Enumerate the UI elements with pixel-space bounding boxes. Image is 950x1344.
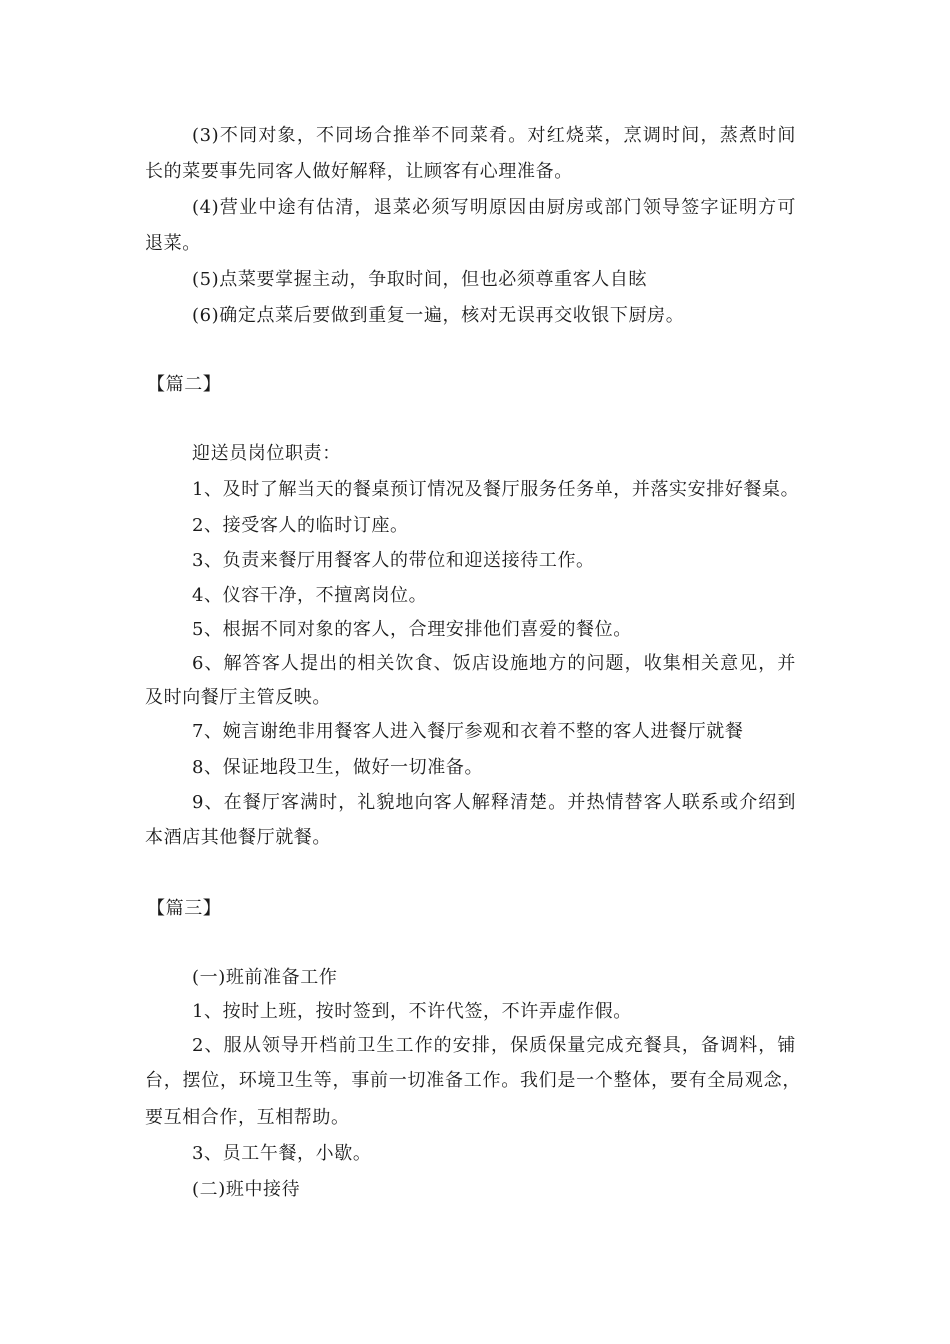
section-3-item-2-line-1: 2、服从领导开档前卫生工作的安排，保质保量完成充餐具，备调料，铺: [192, 1035, 796, 1056]
section-3-subheading-2: (二)班中接待: [192, 1179, 301, 1200]
section-3-item-1: 1、按时上班，按时签到，不许代签，不许弄虚作假。: [192, 1001, 632, 1022]
section-2-item-1: 1、及时了解当天的餐桌预订情况及餐厅服务任务单，并落实安排好餐桌。: [192, 479, 800, 500]
section-2-item-6-line-1: 6、解答客人提出的相关饮食、饭店设施地方的问题，收集相关意见，并: [192, 653, 796, 674]
section-heading-3: 【篇三】: [147, 898, 222, 919]
paragraph-3-line-1: (3)不同对象，不同场合推举不同菜肴。对红烧菜，烹调时间，蒸煮时间: [192, 125, 796, 146]
section-2-item-7: 7、婉言谢绝非用餐客人进入餐厅参观和衣着不整的客人进餐厅就餐: [192, 721, 744, 742]
paragraph-3-line-2: 长的菜要事先同客人做好解释，让顾客有心理准备。: [145, 161, 573, 182]
section-3-item-2-line-3: 要互相合作，互相帮助。: [145, 1107, 350, 1128]
section-2-item-2: 2、接受客人的临时订座。: [192, 515, 409, 536]
section-2-item-5: 5、根据不同对象的客人，合理安排他们喜爱的餐位。: [192, 619, 632, 640]
paragraph-6: (6)确定点菜后要做到重复一遍，核对无误再交收银下厨房。: [192, 305, 685, 326]
section-3-item-2-line-2: 台，摆位，环境卫生等，事前一切准备工作。我们是一个整体，要有全局观念，: [145, 1070, 801, 1091]
section-2-item-9-line-1: 9、在餐厅客满时，礼貌地向客人解释清楚。并热情替客人联系或介绍到: [192, 792, 796, 813]
section-3-subheading-1: (一)班前准备工作: [192, 967, 338, 988]
section-2-item-9-line-2: 本酒店其他餐厅就餐。: [145, 827, 331, 848]
paragraph-4-line-1: (4)营业中途有估清，退菜必须写明原因由厨房或部门领导签字证明方可: [192, 197, 796, 218]
section-2-item-6-line-2: 及时向餐厅主管反映。: [145, 687, 331, 708]
paragraph-4-line-2: 退菜。: [145, 233, 201, 254]
section-2-item-4: 4、仪容干净，不擅离岗位。: [192, 585, 428, 606]
section-heading-2: 【篇二】: [147, 374, 222, 395]
section-2-item-3: 3、负责来餐厅用餐客人的带位和迎送接待工作。: [192, 550, 595, 571]
section-2-intro: 迎送员岗位职责：: [192, 443, 341, 464]
section-2-item-8: 8、保证地段卫生，做好一切准备。: [192, 757, 484, 778]
paragraph-5: (5)点菜要掌握主动，争取时间，但也必须尊重客人自眩: [192, 269, 648, 290]
section-3-item-3: 3、员工午餐，小歇。: [192, 1143, 372, 1164]
